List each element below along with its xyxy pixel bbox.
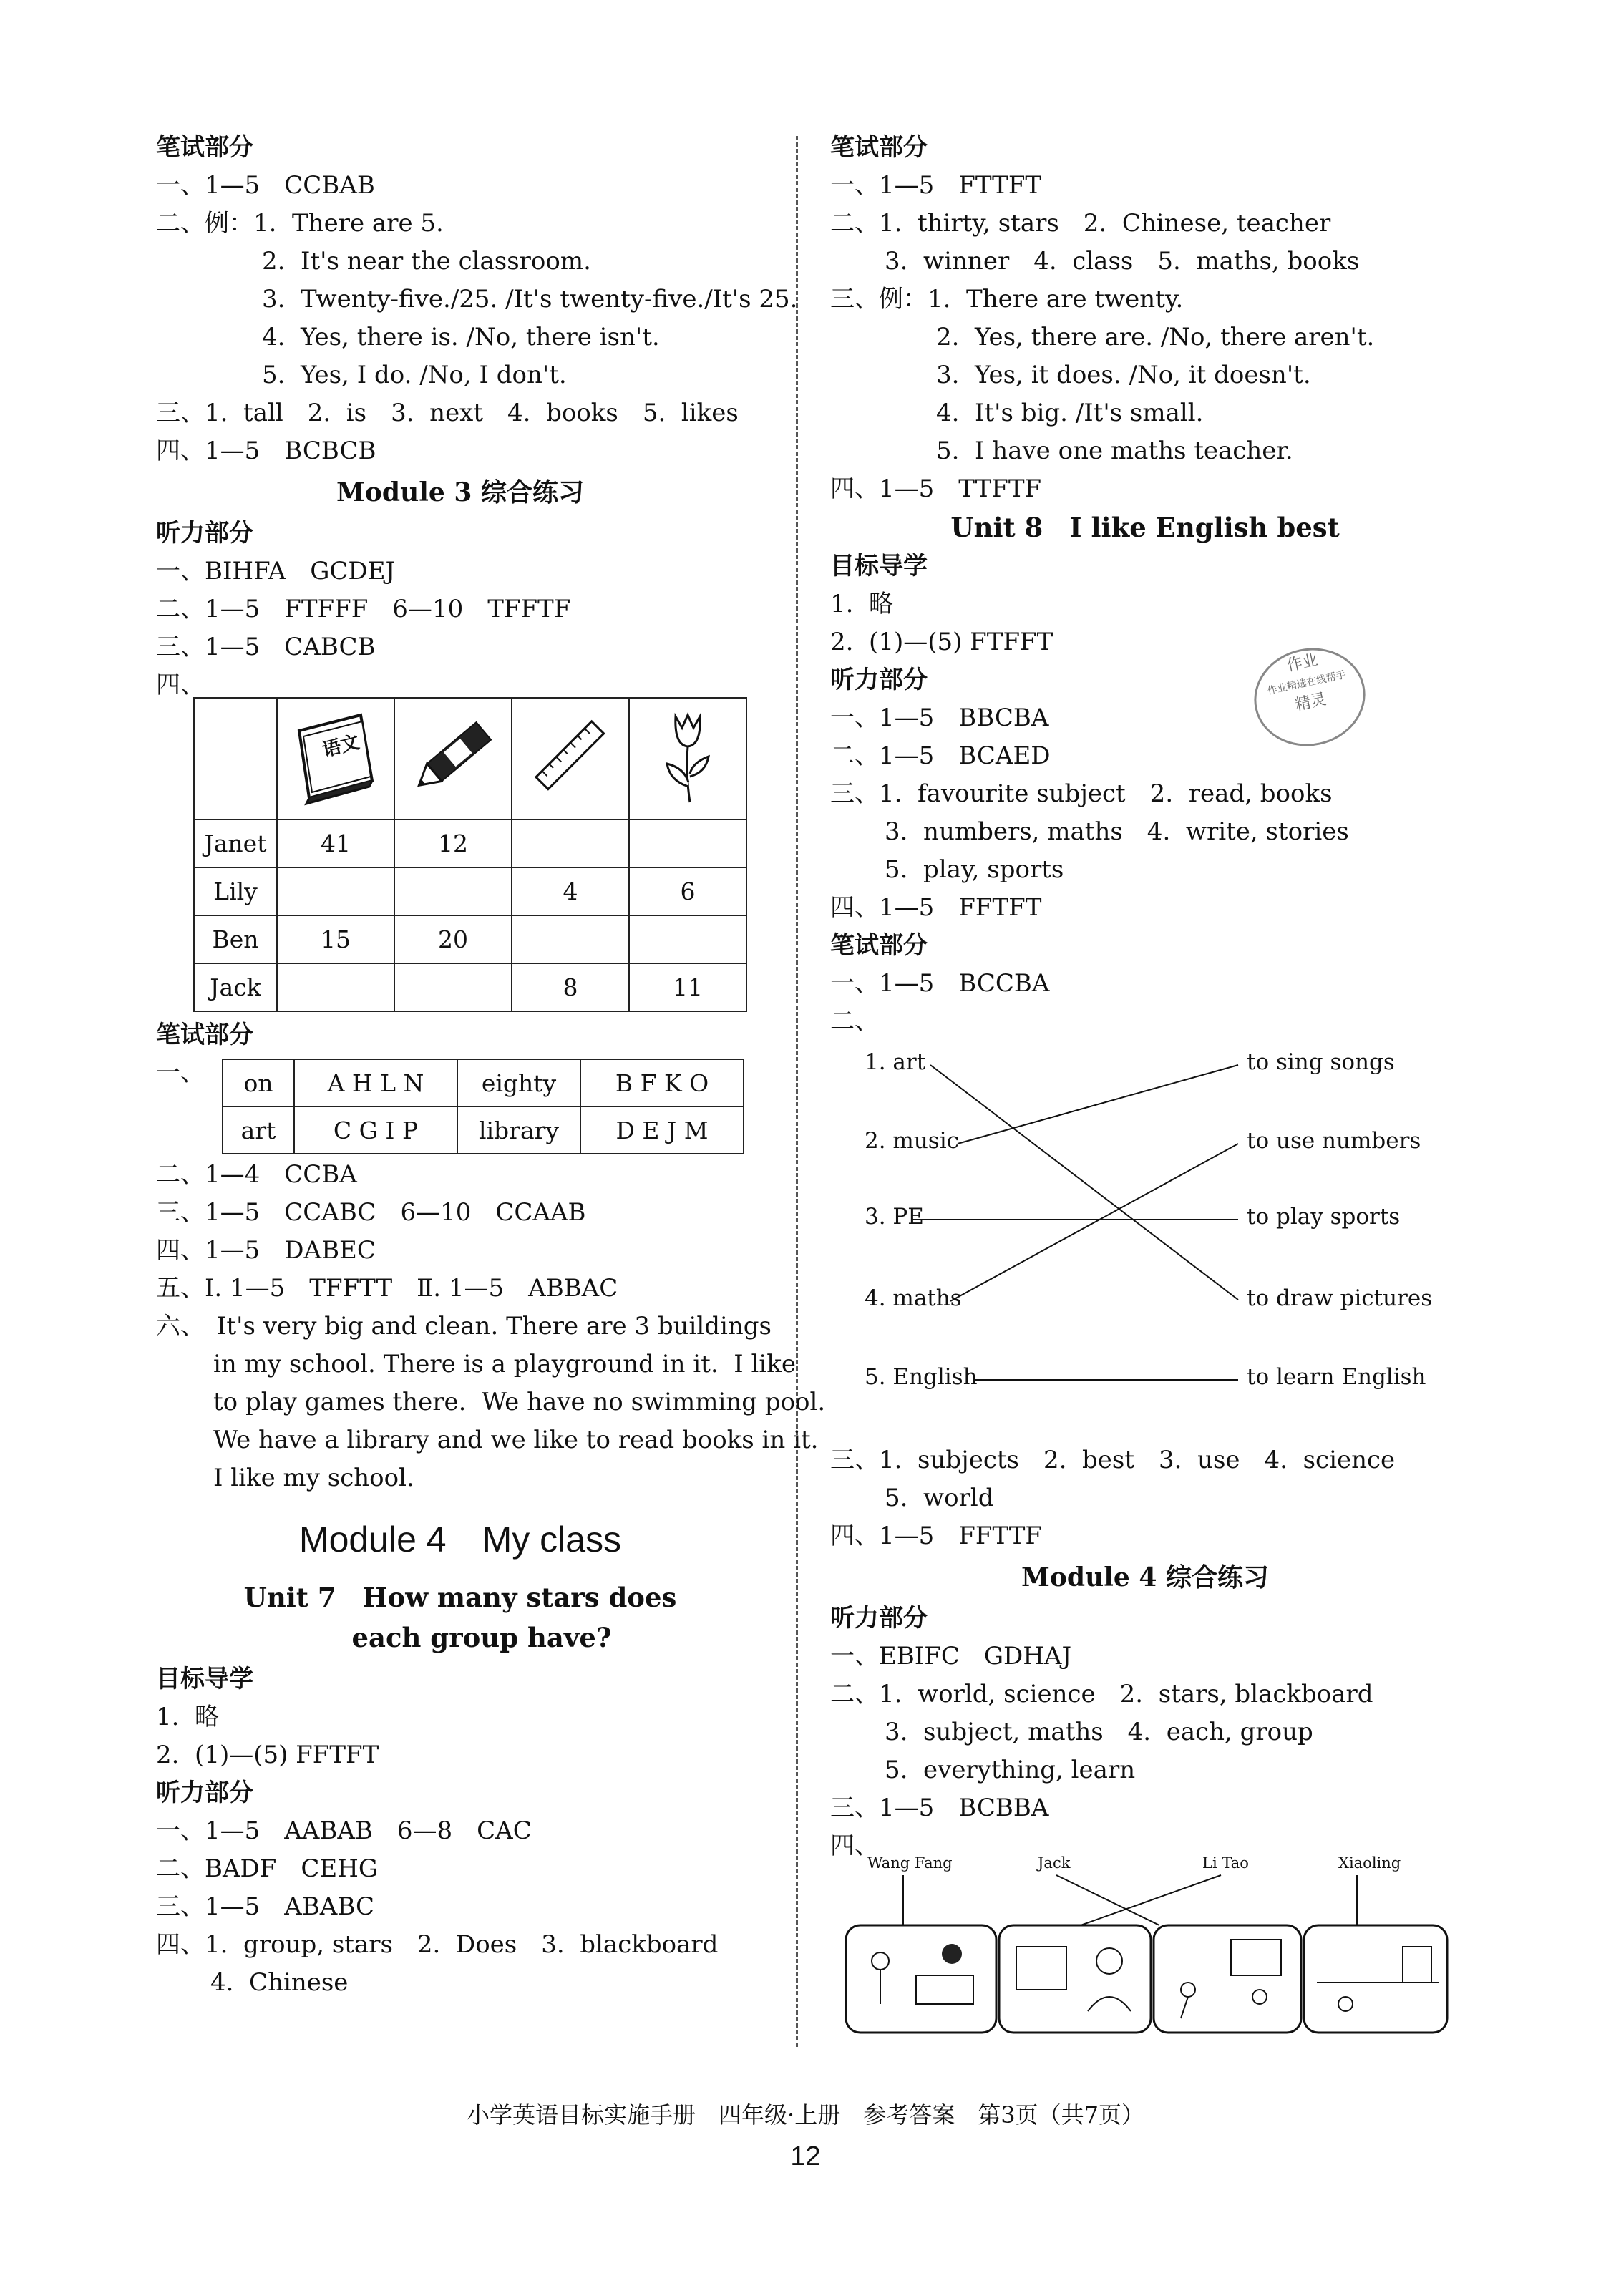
person-name: Jack [1038, 1854, 1071, 1872]
table-cell [629, 915, 746, 963]
answer-line: 三、1—5 BCBBA [830, 1794, 1049, 1822]
stamp-text: 精灵 [1293, 690, 1328, 715]
answer-line: 五、Ⅰ. 1—5 TFFTT Ⅱ. 1—5 ABBAC [156, 1274, 618, 1303]
person-name: Li Tao [1202, 1854, 1249, 1872]
answer-line: 四、1—5 BCBCB [156, 437, 376, 465]
table-cell: library [457, 1106, 580, 1154]
answer-line: 2. (1)—(5) FFTFT [156, 1741, 379, 1769]
unit-title: Unit 7 How many stars does [243, 1582, 677, 1613]
answer-line: 四、1. group, stars 2. Does 3. blackboard [156, 1930, 719, 1959]
letters-block [156, 1054, 764, 1156]
answer-line: 3. Yes, it does. /No, it doesn't. [936, 361, 1311, 389]
match-left-3: 3. PE [865, 1204, 924, 1230]
table-cell: 15 [277, 915, 394, 963]
letters-table [222, 1059, 744, 1154]
answer-line: 一、1—5 BBCBA [830, 704, 1049, 732]
crayon-icon [394, 698, 512, 819]
page-number: 12 [790, 2141, 821, 2171]
answer-line: 二、例：1. There are 5. [156, 209, 444, 238]
table-cell [512, 915, 629, 963]
match-line [950, 1144, 1238, 1301]
unit-title: each group have? [351, 1622, 612, 1653]
unit-title: Unit 8 I like English best [950, 512, 1340, 543]
table-cell [277, 963, 394, 1011]
answer-line: 三、1—5 ABABC [156, 1892, 374, 1921]
match-line [930, 1065, 1238, 1300]
answer-line: 二、BADF CEHG [156, 1854, 379, 1883]
section-header: 笔试部分 [156, 133, 253, 162]
table-cell: 8 [512, 963, 629, 1011]
match-left-1: 1. art [865, 1049, 926, 1075]
table-cell [394, 867, 512, 915]
answer-line: 5. Yes, I do. /No, I don't. [262, 361, 567, 389]
answer-line: 二、1—5 BCAED [830, 741, 1051, 770]
table-cell: A H L N [294, 1059, 457, 1106]
section-header: 听力部分 [830, 1604, 928, 1633]
answer-line: 四、1—5 DABEC [156, 1236, 376, 1265]
match-right-4: to draw pictures [1247, 1285, 1433, 1311]
ruler-icon [512, 698, 629, 819]
match-line [1056, 1875, 1159, 1925]
answer-line: 四、1—5 FFTFT [830, 893, 1042, 922]
section-header: 目标导学 [830, 552, 928, 580]
answer-line: 4. It's big. /It's small. [936, 399, 1204, 427]
answer-line: 4. Chinese [210, 1968, 349, 1997]
answer-line: 一、1—5 BCCBA [830, 969, 1050, 998]
section-header: 听力部分 [830, 666, 928, 694]
answer-line: in my school. There is a playground in it. I like [213, 1350, 796, 1378]
answer-line: 一、 [156, 1059, 205, 1087]
column-divider [796, 136, 798, 2047]
match-right-5: to learn English [1247, 1364, 1426, 1390]
empty-header-cell [194, 698, 277, 819]
table-cell: 6 [629, 867, 746, 915]
answer-line: 一、BIHFA GCDEJ [156, 557, 396, 585]
table-cell: C G I P [294, 1106, 457, 1154]
answer-line: 5. everything, learn [885, 1756, 1136, 1784]
playground-sports-picture [1154, 1925, 1301, 2033]
table-cell: D E J M [580, 1106, 744, 1154]
stamp-text: 作业 [1285, 651, 1320, 676]
table-cell: art [223, 1106, 294, 1154]
person-name: Xiaoling [1338, 1854, 1401, 1872]
answer-line: 四、 [156, 671, 205, 699]
answer-line: 三、1—5 CABCB [156, 633, 376, 661]
right-column [830, 129, 1460, 2047]
painting-picture [999, 1925, 1151, 2033]
answer-line: 二、 [830, 1007, 879, 1036]
row-name: Ben [194, 915, 277, 963]
row-name: Jack [194, 963, 277, 1011]
answer-line: 2. Yes, there are. /No, there aren't. [936, 323, 1375, 351]
table-cell: B F K O [580, 1059, 744, 1106]
match-right-3: to play sports [1247, 1204, 1401, 1230]
answer-line: 一、EBIFC GDHAJ [830, 1642, 1072, 1670]
answer-line: 3. winner 4. class 5. maths, books [885, 247, 1360, 276]
answer-line: 二、1—4 CCBA [156, 1160, 357, 1189]
match-right-2: to use numbers [1247, 1128, 1421, 1154]
footer-text: 小学英语目标实施手册 四年级·上册 参考答案 第3页（共7页） [467, 2101, 1144, 2129]
answer-line: 5. play, sports [885, 855, 1064, 884]
match-left-5: 5. English [865, 1364, 978, 1390]
section-header: 听力部分 [156, 1779, 253, 1807]
table-cell [394, 963, 512, 1011]
answer-line: 5. I have one maths teacher. [936, 437, 1293, 465]
module-title: Module 3 综合练习 [336, 477, 584, 507]
answer-line: 一、1—5 FTTFT [830, 171, 1042, 200]
section-header: 听力部分 [156, 519, 253, 548]
match-left-2: 2. music [865, 1128, 959, 1154]
section-header: 目标导学 [156, 1665, 253, 1693]
row-name: Janet [194, 819, 277, 867]
answer-line: I like my school. [213, 1464, 414, 1492]
answer-line: 4. Yes, there is. /No, there isn't. [262, 323, 660, 351]
chinese-book-icon [277, 698, 394, 819]
module-heading: Module 4 My class [298, 1519, 622, 1560]
answer-line: 四、 [830, 1832, 879, 1860]
answer-line: 三、例：1. There are twenty. [830, 285, 1184, 313]
table-cell [277, 867, 394, 915]
svg-text:语文: 语文 [320, 731, 362, 762]
section-header: 笔试部分 [156, 1021, 253, 1049]
table-cell: eighty [457, 1059, 580, 1106]
answer-line: 3. numbers, maths 4. write, stories [885, 817, 1349, 846]
answer-line: 三、1. tall 2. is 3. next 4. books 5. likes [156, 399, 739, 427]
left-column [156, 129, 826, 2002]
match-line [1081, 1875, 1221, 1925]
answer-line: 三、1. subjects 2. best 3. use 4. science [830, 1446, 1396, 1474]
answer-line: 四、1—5 FFTTF [830, 1522, 1043, 1550]
answer-line: 2. (1)—(5) FTFFT [830, 628, 1053, 656]
answer-line: We have a library and we like to read books in it. [213, 1426, 819, 1454]
table-cell: 4 [512, 867, 629, 915]
stamp-text: 作业精选在线帮手 [1266, 668, 1348, 697]
module-title: Module 4 综合练习 [1021, 1562, 1269, 1592]
table-cell [512, 819, 629, 867]
table-cell: 11 [629, 963, 746, 1011]
answer-line: 二、1. world, science 2. stars, blackboard [830, 1680, 1373, 1708]
answer-line: 2. It's near the classroom. [262, 247, 591, 276]
table-cell [629, 819, 746, 867]
table-cell: 12 [394, 819, 512, 867]
answer-line: 四、1—5 TTFTF [830, 475, 1042, 503]
table-cell: 41 [277, 819, 394, 867]
matching-diagram [830, 1041, 1460, 1441]
tulip-icon [629, 698, 746, 819]
answer-line: 5. world [885, 1484, 994, 1512]
match-left-4: 4. maths [865, 1285, 962, 1311]
match-right-1: to sing songs [1247, 1049, 1395, 1075]
answer-line: to play games there. We have no swimming pool. [213, 1388, 826, 1416]
answer-line: 3. subject, maths 4. each, group [885, 1718, 1313, 1746]
music-class-picture [846, 1925, 996, 2033]
answer-line: 1. 略 [156, 1703, 220, 1731]
table-cell: on [223, 1059, 294, 1106]
answer-line: 三、1. favourite subject 2. read, books [830, 779, 1333, 808]
answer-line: 二、1—5 FTFFF 6—10 TFFTF [156, 595, 571, 623]
answer-line: 六、 It's very big and clean. There are 3 buildings [156, 1312, 772, 1341]
table-cell: 20 [394, 915, 512, 963]
answer-line: 二、1. thirty, stars 2. Chinese, teacher [830, 209, 1331, 238]
match-line [958, 1065, 1238, 1144]
section-header: 笔试部分 [830, 133, 928, 162]
answer-line: 三、1—5 CCABC 6—10 CCAAB [156, 1198, 586, 1227]
answer-line: 1. 略 [830, 590, 894, 618]
answer-line: 一、1—5 CCBAB [156, 171, 375, 200]
section-header: 笔试部分 [830, 931, 928, 960]
name-picture-matching [830, 1847, 1460, 2047]
person-name: Wang Fang [867, 1854, 953, 1872]
answer-line: 3. Twenty-five./25. /It's twenty-five./It's 25. [262, 285, 798, 313]
answer-line: 一、1—5 AABAB 6—8 CAC [156, 1816, 532, 1845]
stationery-count-table [193, 697, 747, 1012]
school-yard-picture [1304, 1925, 1447, 2033]
row-name: Lily [194, 867, 277, 915]
